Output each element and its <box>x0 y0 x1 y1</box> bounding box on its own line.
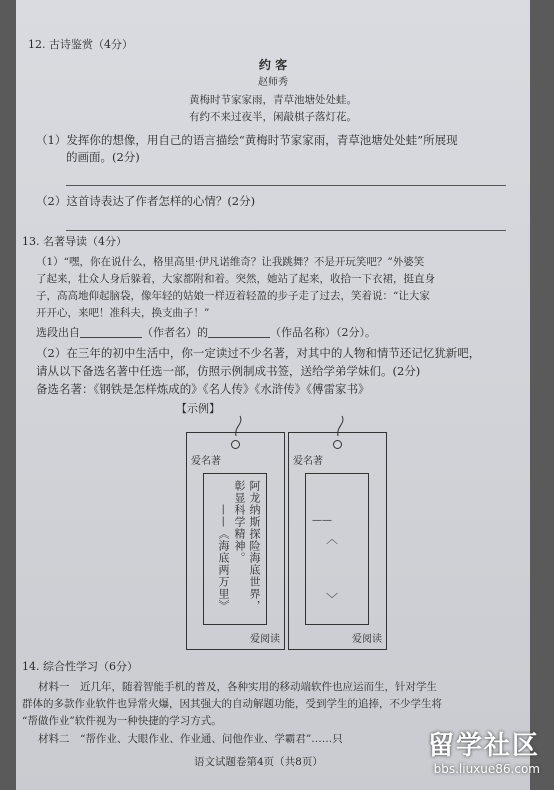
q13-blank-sentence <box>36 326 376 340</box>
bookmark-blank <box>288 432 387 650</box>
bookmark-source: ——《海底两万里》 <box>217 504 230 612</box>
q12-heading: 12. 古诗鉴赏（4分） <box>28 38 133 51</box>
watermark-url: bbs.liuxue86.com <box>433 762 540 776</box>
watermark-brand: 留学社区 <box>427 731 540 761</box>
q14-material-line: 群体的多款作业软件也异常火爆，因其强大的自动解题功能，受到学生的追捧，不少学生将 <box>22 698 442 710</box>
page-footer: 语文试题卷第4页（共8页） <box>194 756 323 768</box>
bookmark-answer-box[interactable] <box>305 473 369 625</box>
example-label: 【示例】 <box>176 402 220 415</box>
q13-passage-line: （1）“嘿，你在说什么，格里高里·伊凡诺维奇？让我跳舞？不是开玩笑吧？”外婆笑 <box>36 256 425 268</box>
poem-line-1: 黄梅时节家家雨，青草池塘处处蛙。 <box>189 94 357 106</box>
bookmark-bottom-label: 爱阅读 <box>250 634 280 645</box>
bookmark-bracket-open: ︿ <box>326 532 339 546</box>
q13-sub2-line2: 请从以下备选名著中任选一部，仿照示例制成书签，送给学弟学妹们。(2分) <box>36 364 421 378</box>
blank-suffix: （作品名称）（2分）。 <box>270 326 376 339</box>
work-blank[interactable] <box>208 327 270 338</box>
q13-passage-line: 了起来，壮众人身后躲着，大家都附和着。突然，她站了起来，收拾一下衣裙，挺直身 <box>36 273 435 285</box>
q12-sub1-line2: 的画面。(2分) <box>66 150 140 164</box>
bookmark-text-box <box>203 473 267 625</box>
bookmark-dash: —— <box>312 515 332 526</box>
bookmark-hole <box>333 440 342 449</box>
bookmark-string-icon <box>334 414 354 438</box>
q13-sub2-line1: （2）在三年的初中生活中，你一定读过不少名著，对其中的人物和情节还记忆犹新吧， <box>36 346 481 360</box>
bookmark-bottom-label: 爱阅读 <box>352 634 382 645</box>
bookmark-hole <box>231 440 240 449</box>
q12-sub1-line1: （1）发挥你的想像，用自己的语言描绘“黄梅时节家家雨，青草池塘处处蛙”所展现 <box>36 133 458 147</box>
poem-line-2: 有约不来过夜半，闲敲棋子落灯花。 <box>189 111 357 123</box>
bookmark-top-label: 爱名著 <box>191 456 221 467</box>
bookmark-example <box>186 432 285 650</box>
author-blank[interactable] <box>80 327 142 338</box>
poem-title: 约 客 <box>258 58 288 72</box>
bookmark-bracket-close: ﹀ <box>326 592 339 606</box>
blank-prefix: 选段出自 <box>36 326 80 339</box>
bookmark-text: 阿龙纳斯探险海底世界， <box>248 480 261 612</box>
bookmark-top-label: 爱名著 <box>293 456 323 467</box>
bookmark-string-icon <box>232 414 252 438</box>
q14-material-line: “帮做作业”软件视为一种快捷的学习方式。 <box>22 715 222 727</box>
blank-mid: （作者名）的 <box>142 326 208 339</box>
exam-page <box>16 0 530 790</box>
answer-line <box>66 185 506 186</box>
q14-material-line: 材料一 近几年，随着智能手机的普及，各种实用的移动端软件也应运而生，针对学生 <box>38 681 437 693</box>
q13-passage-line: 子，高高地仰起脑袋，像年轻的姑娘一样迈着轻盈的步子走了过去，笑着说：“让大家 <box>36 290 430 302</box>
poem-author: 赵师秀 <box>258 77 288 88</box>
q13-heading: 13. 名著导读（4分） <box>22 235 127 248</box>
site-watermark <box>428 725 540 776</box>
q13-passage-line: 开开心，来吧！准科夫，换支曲子！” <box>36 307 210 319</box>
q12-sub2: （2）这首诗表达了作者怎样的心情？(2分) <box>36 194 256 208</box>
answer-line <box>66 230 506 231</box>
bookmark-text: 彰显科学精神。 <box>233 480 246 564</box>
q13-options: 备选名著：《钢铁是怎样炼成的》《名人传》《水浒传》《傅雷家书》 <box>36 382 370 396</box>
q14-heading: 14. 综合性学习（6分） <box>22 660 138 673</box>
q14-material-line: 材料二 “帮作业、大眼作业、作业通、问他作业、学霸君”……只 <box>38 733 343 745</box>
